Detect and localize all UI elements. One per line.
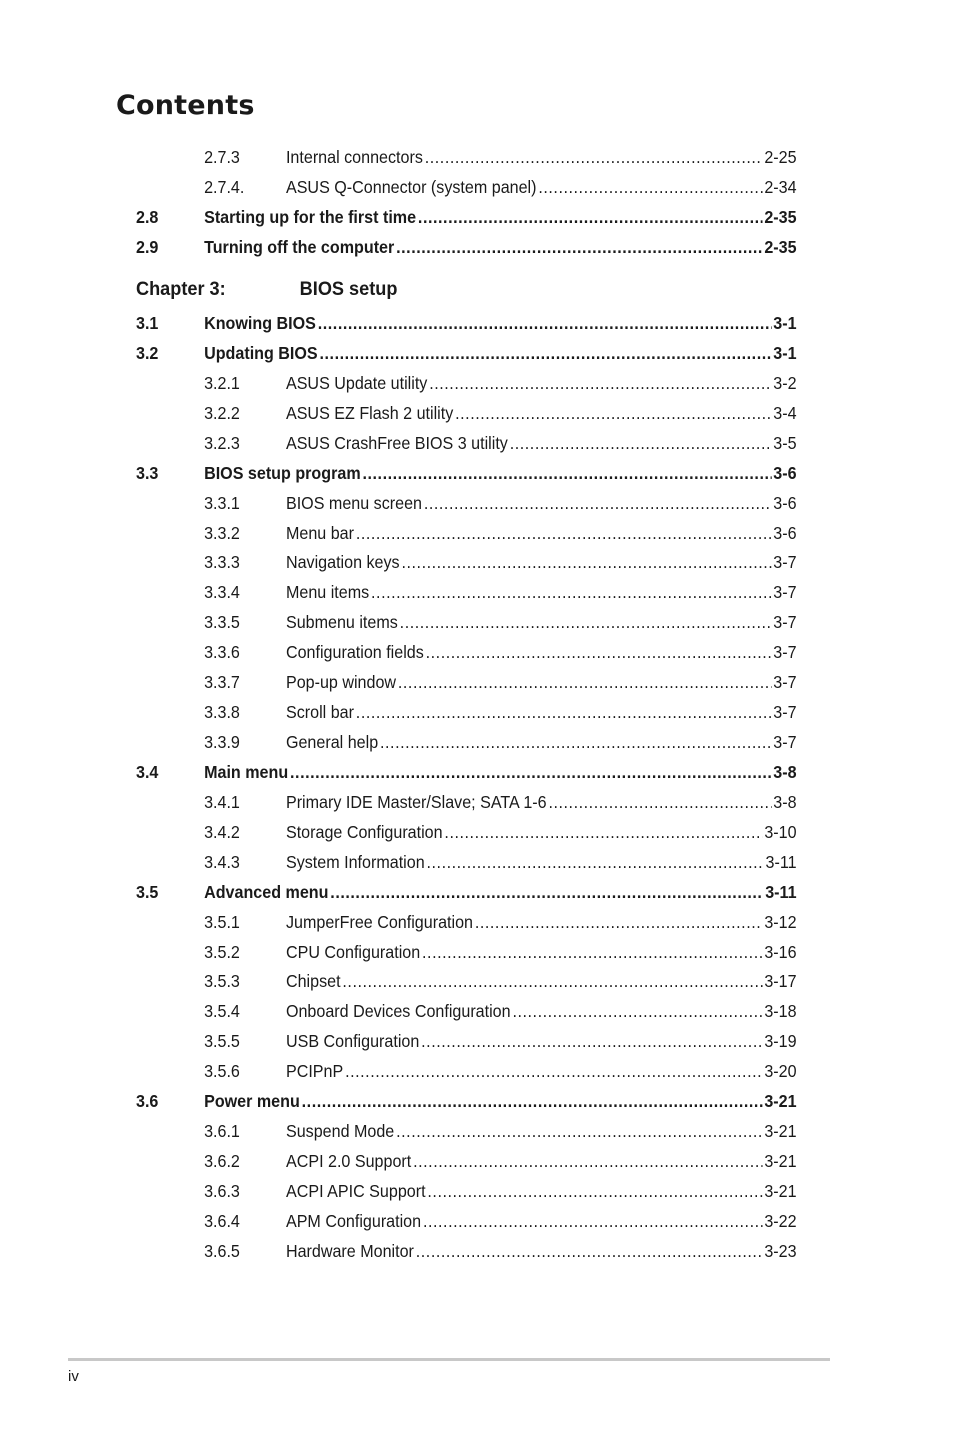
- toc-entry-page: 3-6: [773, 522, 797, 543]
- toc-entry-page: 3-7: [773, 582, 797, 603]
- toc-dot-leader: [396, 232, 762, 262]
- toc-dot-leader: [362, 458, 771, 488]
- toc-dot-leader: [318, 308, 772, 338]
- toc-entry[interactable]: [136, 667, 797, 697]
- toc-entry[interactable]: [136, 697, 797, 727]
- toc-entry-page: 3-4: [773, 402, 797, 423]
- toc-entry-title: General help: [285, 732, 379, 753]
- toc-entry-number: 3.3.6: [204, 642, 240, 663]
- toc-dot-leader: [425, 142, 763, 172]
- toc-dot-leader: [416, 1236, 763, 1266]
- toc-entry-page: 3-6: [773, 492, 797, 513]
- toc-entry-title: Starting up for the first time: [204, 207, 417, 227]
- toc-entry-page: 3-7: [773, 702, 797, 723]
- toc-entry-title: ASUS CrashFree BIOS 3 utility: [285, 432, 508, 453]
- toc-entry-number: 3.5.2: [204, 941, 240, 962]
- toc-entry-number: 3.5.4: [204, 1001, 240, 1022]
- footer-divider: [68, 1358, 830, 1361]
- footer-page-number: iv: [68, 1368, 79, 1385]
- toc-entry-page: 3-8: [773, 791, 797, 812]
- toc-dot-leader: [426, 637, 772, 667]
- toc-entry-title: Menu bar: [285, 522, 354, 543]
- toc-dot-leader: [371, 577, 771, 607]
- toc-entry[interactable]: [136, 757, 797, 787]
- toc-entry[interactable]: [136, 142, 797, 172]
- toc-entry-number: 3.5.5: [204, 1031, 240, 1052]
- toc-entry[interactable]: [136, 817, 797, 847]
- toc-entry-title: Onboard Devices Configuration: [285, 1001, 511, 1022]
- toc-entry[interactable]: [136, 547, 797, 577]
- toc-entry-title: BIOS menu screen: [285, 492, 422, 513]
- toc-entry-number: 3.6.1: [204, 1121, 240, 1142]
- toc-entry-number: 3.4.1: [204, 791, 240, 812]
- toc-dot-leader: [356, 697, 772, 727]
- toc-entry[interactable]: [136, 1086, 797, 1116]
- toc-entry[interactable]: [136, 787, 797, 817]
- toc-entry-page: 3-7: [773, 672, 797, 693]
- toc-entry-number: 3.3.9: [204, 732, 240, 753]
- toc-entry[interactable]: [136, 607, 797, 637]
- toc-entry-page: 3-21: [764, 1180, 797, 1201]
- toc-entry-number: 3.3.1: [204, 492, 240, 513]
- toc-entry-page: 3-16: [764, 941, 797, 962]
- toc-entry-title: Pop-up window: [285, 672, 397, 693]
- toc-entry-title: Navigation keys: [285, 552, 400, 573]
- toc-entry-page: 3-12: [764, 911, 797, 932]
- toc-entry-page: 3-10: [764, 821, 797, 842]
- chapter-label: Chapter 3:: [136, 278, 226, 300]
- toc-entry[interactable]: [136, 1176, 797, 1206]
- toc-entry-page: 3-11: [765, 881, 797, 902]
- toc-entry[interactable]: [136, 338, 797, 368]
- toc-entry-title: Internal connectors: [285, 147, 423, 167]
- toc-entry-title: Power menu: [204, 1091, 300, 1112]
- toc-dot-leader: [510, 428, 772, 458]
- toc-entry[interactable]: [136, 577, 797, 607]
- toc-entry-title: USB Configuration: [285, 1031, 420, 1052]
- toc-entry[interactable]: [136, 368, 797, 398]
- toc-entry-title: Main menu: [204, 761, 289, 782]
- toc-entry-number: 3.6.2: [204, 1151, 240, 1172]
- toc-entry-title: JumperFree Configuration: [285, 911, 473, 932]
- toc-dot-leader: [320, 338, 772, 368]
- toc-entry-page: 3-11: [765, 851, 797, 872]
- toc-entry-page: 3-18: [764, 1001, 797, 1022]
- toc-entry-number: 3.1: [136, 313, 159, 333]
- toc-entry-page: 3-2: [773, 372, 797, 393]
- toc-entry-page: 2-34: [764, 177, 797, 197]
- toc-entry-title: APM Configuration: [285, 1210, 422, 1231]
- toc-dot-leader: [512, 996, 762, 1026]
- toc-entry-number: 3.5: [136, 881, 159, 902]
- toc-dot-leader: [302, 1086, 763, 1116]
- toc-entry[interactable]: [136, 996, 797, 1026]
- toc-entry-number: 2.7.4.: [204, 177, 245, 197]
- toc-entry[interactable]: [136, 172, 797, 202]
- toc-entry-title: Advanced menu: [204, 881, 329, 902]
- toc-entry-page: 2-25: [764, 147, 797, 167]
- toc-entry-number: 2.9: [136, 237, 159, 257]
- toc-dot-leader: [427, 1176, 762, 1206]
- toc-entry-page: 3-17: [764, 971, 797, 992]
- toc-entry-title: Updating BIOS: [204, 342, 318, 363]
- toc-entry[interactable]: [136, 1146, 797, 1176]
- toc-entry-title: Menu items: [285, 582, 370, 603]
- toc-entry[interactable]: [136, 877, 797, 907]
- toc-entry-title: System Information: [285, 851, 425, 872]
- toc-entry[interactable]: [136, 398, 797, 428]
- toc-entry[interactable]: [136, 1116, 797, 1146]
- toc-entry-title: Storage Configuration: [285, 821, 443, 842]
- toc-entry-number: 3.4.2: [204, 821, 240, 842]
- toc-entry-title: BIOS setup program: [204, 462, 361, 483]
- toc-entry-number: 3.3.8: [204, 702, 240, 723]
- toc-entry[interactable]: [136, 1236, 797, 1266]
- toc-dot-leader: [396, 1116, 762, 1146]
- toc-entry-title: Scroll bar: [285, 702, 354, 723]
- toc-dot-leader: [423, 1206, 763, 1236]
- toc-entry-number: 3.2.2: [204, 402, 240, 423]
- toc-entry-title: Primary IDE Master/Slave; SATA 1-6: [285, 791, 547, 812]
- page-title: Contents: [116, 90, 255, 121]
- toc-dot-leader: [413, 1146, 762, 1176]
- toc-dot-leader: [398, 667, 772, 697]
- toc-entry-number: 3.3: [136, 462, 159, 483]
- toc-entry-page: 3-21: [764, 1151, 797, 1172]
- toc-entry[interactable]: [136, 937, 797, 967]
- toc-dot-leader: [455, 398, 771, 428]
- toc-entry-number: 3.3.3: [204, 552, 240, 573]
- toc-entry-page: 2-35: [764, 237, 797, 257]
- toc-entry-title: Knowing BIOS: [204, 313, 316, 333]
- toc-entry[interactable]: [136, 488, 797, 518]
- toc-entry[interactable]: [136, 232, 797, 262]
- toc-dot-leader: [418, 202, 763, 232]
- toc-entry-page: 3-1: [773, 342, 797, 363]
- toc-entry-page: 3-23: [764, 1240, 797, 1261]
- toc-entry-title: ASUS Update utility: [285, 372, 428, 393]
- toc-entry-number: 3.6.4: [204, 1210, 240, 1231]
- toc-entry-number: 2.7.3: [204, 147, 240, 167]
- toc-entry-number: 3.5.3: [204, 971, 240, 992]
- toc-entry[interactable]: [136, 1056, 797, 1086]
- chapter-title: BIOS setup: [299, 278, 398, 300]
- toc-entry[interactable]: [136, 458, 797, 488]
- toc-dot-leader: [342, 966, 762, 996]
- toc-entry-page: 3-6: [773, 462, 797, 483]
- toc-entry-number: 3.2.1: [204, 372, 240, 393]
- toc-entry-page: 3-5: [773, 432, 797, 453]
- toc-dot-leader: [356, 518, 772, 548]
- toc-dot-leader: [429, 368, 771, 398]
- toc-dot-leader: [421, 1026, 762, 1056]
- toc-entry-number: 3.5.1: [204, 911, 240, 932]
- toc-entry-number: 3.4: [136, 761, 159, 782]
- toc-dot-leader: [538, 172, 762, 202]
- toc-entry-page: 3-1: [773, 313, 797, 333]
- toc-entry-title: Suspend Mode: [285, 1121, 395, 1142]
- toc-entry-title: Chipset: [285, 971, 341, 992]
- toc-entry[interactable]: [136, 1206, 797, 1236]
- toc-dot-leader: [422, 937, 762, 967]
- toc-entry[interactable]: [136, 907, 797, 937]
- toc-entry[interactable]: [136, 202, 797, 232]
- toc-dot-leader: [424, 488, 772, 518]
- toc-entry-number: 3.2: [136, 342, 159, 363]
- toc-entry-number: 3.6.3: [204, 1180, 240, 1201]
- toc-entry-page: 3-7: [773, 732, 797, 753]
- toc-entry[interactable]: [136, 637, 797, 667]
- toc-entry-page: 3-7: [773, 642, 797, 663]
- toc-entry-title: ACPI APIC Support: [285, 1180, 426, 1201]
- toc-entry-number: 3.3.5: [204, 612, 240, 633]
- toc-entry[interactable]: [136, 308, 797, 338]
- toc-entry-number: 3.3.2: [204, 522, 240, 543]
- toc-entry-number: 3.6: [136, 1091, 159, 1112]
- toc-entry-title: ASUS EZ Flash 2 utility: [285, 402, 454, 423]
- toc-dot-leader: [290, 757, 771, 787]
- toc-entry-number: 3.5.6: [204, 1061, 240, 1082]
- toc-entry-number: 2.8: [136, 207, 159, 227]
- toc-entry-number: 3.6.5: [204, 1240, 240, 1261]
- toc-entry-page: 3-20: [764, 1061, 797, 1082]
- toc-dot-leader: [426, 847, 763, 877]
- toc-entry-title: CPU Configuration: [285, 941, 421, 962]
- toc-entry-title: ACPI 2.0 Support: [285, 1151, 412, 1172]
- toc-entry-page: 3-21: [764, 1121, 797, 1142]
- toc-entry-page: 3-22: [764, 1210, 797, 1231]
- toc-dot-leader: [380, 727, 771, 757]
- toc-entry-title: PCIPnP: [285, 1061, 344, 1082]
- toc-entry-number: 3.4.3: [204, 851, 240, 872]
- toc-dot-leader: [475, 907, 763, 937]
- toc-dot-leader: [401, 547, 771, 577]
- toc-entry[interactable]: [136, 966, 797, 996]
- toc-entry-title: Configuration fields: [285, 642, 424, 663]
- toc-dot-leader: [548, 787, 771, 817]
- toc-dot-leader: [330, 877, 763, 907]
- toc-entry-page: 3-7: [773, 552, 797, 573]
- toc-entry-page: 3-8: [773, 761, 797, 782]
- toc-entry[interactable]: [136, 727, 797, 757]
- chapter-heading: [136, 278, 397, 301]
- toc-entry-page: 2-35: [764, 207, 797, 227]
- toc-dot-leader: [444, 817, 762, 847]
- toc-entry-title: Hardware Monitor: [285, 1240, 414, 1261]
- toc-entry-page: 3-7: [773, 612, 797, 633]
- toc-entry-page: 3-21: [764, 1091, 797, 1112]
- toc-entry-page: 3-19: [764, 1031, 797, 1052]
- toc-entry-title: ASUS Q-Connector (system panel): [285, 177, 537, 197]
- toc-entry-title: Submenu items: [285, 612, 398, 633]
- toc-dot-leader: [345, 1056, 762, 1086]
- toc-entry[interactable]: [136, 428, 797, 458]
- toc-entry-number: 3.3.4: [204, 582, 240, 603]
- toc-entry-number: 3.2.3: [204, 432, 240, 453]
- toc-entry-number: 3.3.7: [204, 672, 240, 693]
- toc-entry[interactable]: [136, 518, 797, 548]
- toc-entry[interactable]: [136, 1026, 797, 1056]
- toc-dot-leader: [400, 607, 772, 637]
- toc-entry[interactable]: [136, 847, 797, 877]
- toc-entry-title: Turning off the computer: [204, 237, 395, 257]
